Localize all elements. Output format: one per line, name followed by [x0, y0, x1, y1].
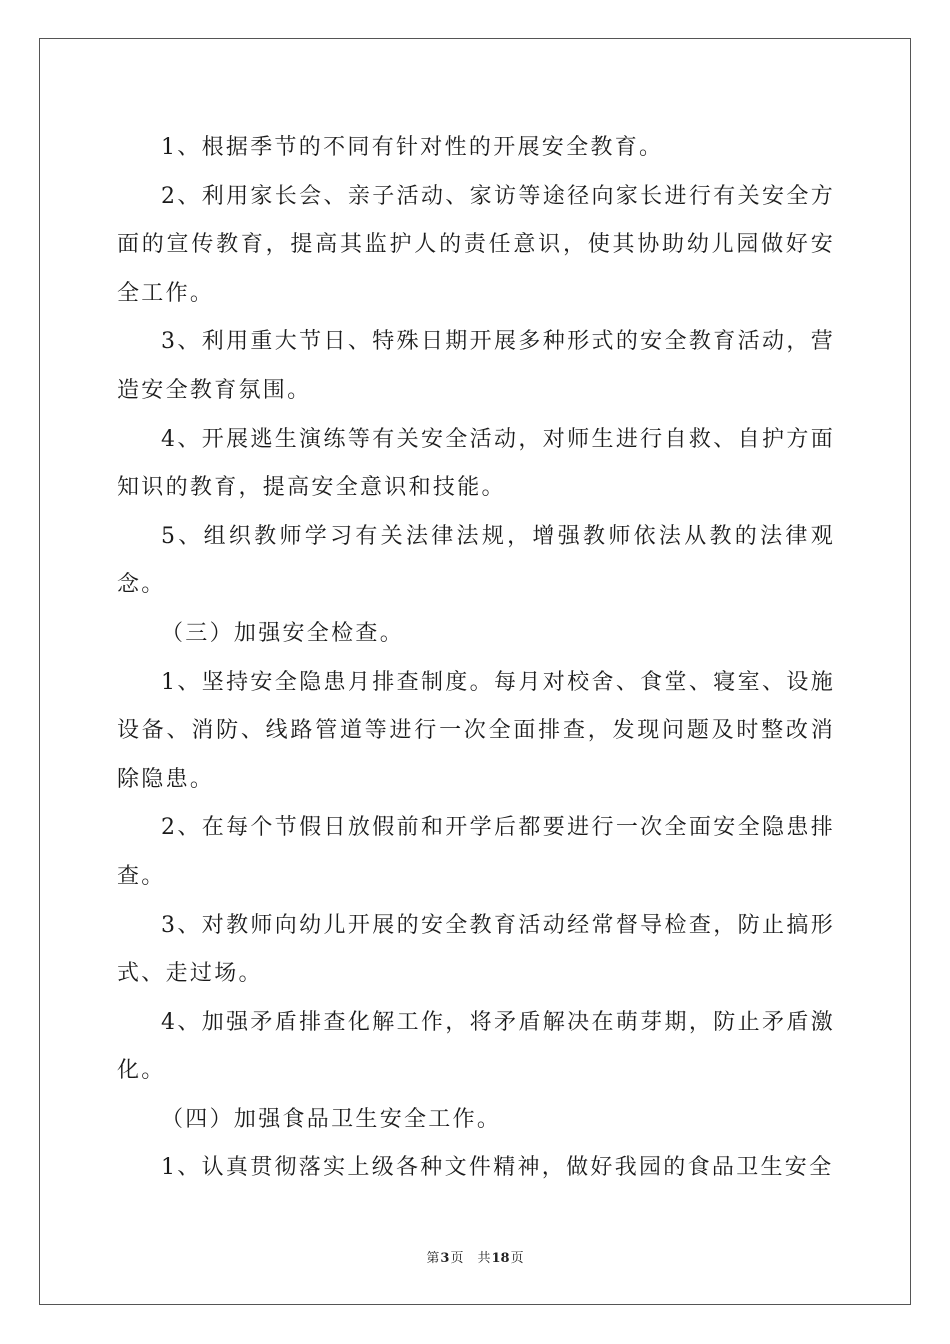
- paragraph: 1、坚持安全隐患月排查制度。每月对校舍、食堂、寝室、设施设备、消防、线路管道等进行一次全面排查，发现问题及时整改消除隐患。: [117, 669, 835, 792]
- paragraph: 1、认真贯彻落实上级各种文件精神，做好我园的食品卫生安全: [161, 1155, 834, 1181]
- document-body: [117, 124, 835, 1193]
- section-heading: （三）加强安全检查。: [161, 620, 405, 646]
- paragraph: 1、根据季节的不同有针对性的开展安全教育。: [161, 135, 664, 160]
- total-pages-number: 18: [491, 1251, 510, 1266]
- paragraph: 4、加强矛盾排查化解工作，将矛盾解决在萌芽期，防止矛盾激化。: [117, 1009, 835, 1084]
- paragraph: 2、利用家长会、亲子活动、家访等途径向家长进行有关安全方面的宣传教育，提高其监护人的责任意识，使其协助幼儿园做好安全工作。: [117, 183, 835, 306]
- paragraph: 5、组织教师学习有关法律法规，增强教师依法从教的法律观念。: [117, 523, 835, 598]
- current-page-number: 3: [440, 1251, 450, 1266]
- paragraph: 2、在每个节假日放假前和开学后都要进行一次全面安全隐患排查。: [117, 815, 835, 889]
- section-heading: （四）加强食品卫生安全工作。: [161, 1106, 502, 1132]
- page-footer: [0, 1247, 950, 1266]
- footer-page-word: 页: [450, 1251, 464, 1266]
- paragraph: 4、开展逃生演练等有关安全活动，对师生进行自救、自护方面知识的教育，提高安全意识和技能。: [117, 426, 835, 501]
- paragraph: 3、对教师向幼儿开展的安全教育活动经常督导检查，防止搞形式、走过场。: [117, 912, 835, 987]
- footer-prefix: 第: [426, 1251, 440, 1266]
- footer-total-prefix: 共: [477, 1251, 491, 1266]
- footer-total-suffix: 页: [510, 1251, 524, 1266]
- paragraph: 3、利用重大节日、特殊日期开展多种形式的安全教育活动，营造安全教育氛围。: [117, 329, 835, 403]
